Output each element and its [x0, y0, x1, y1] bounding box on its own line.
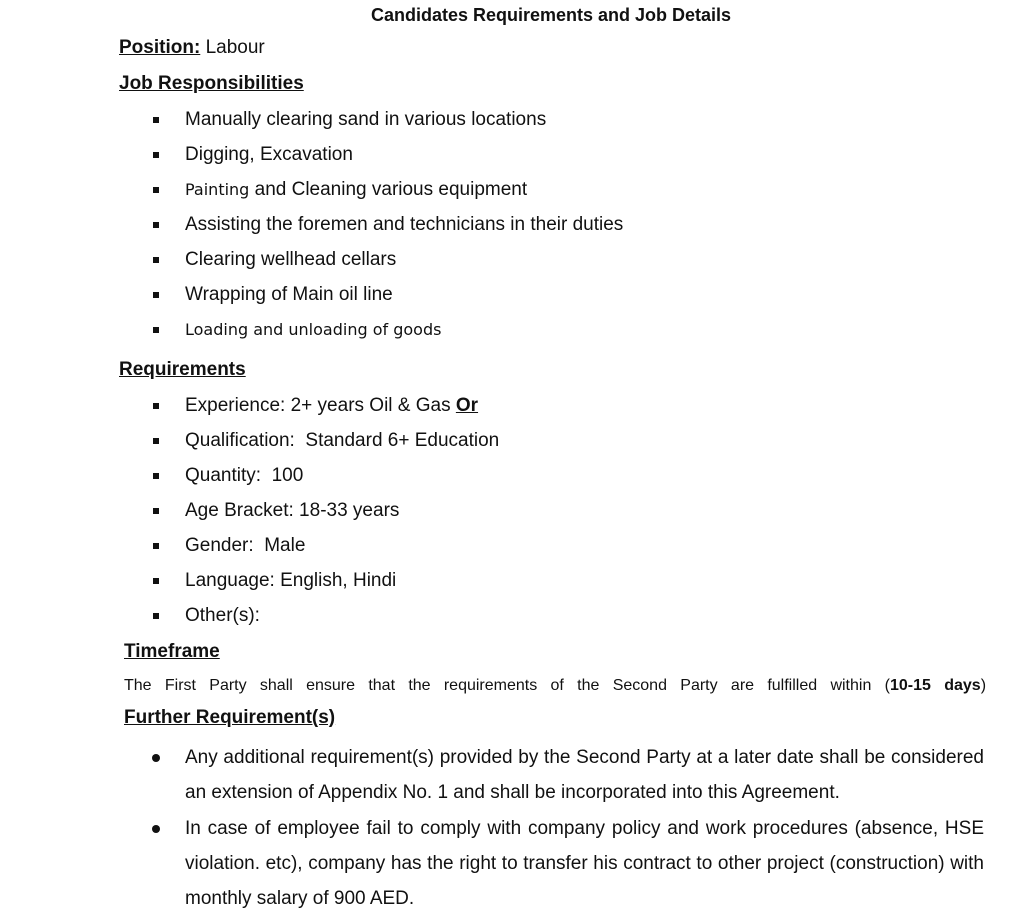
further-requirements-heading: Further Requirement(s) [124, 707, 336, 728]
timeframe-text: The First Party shall ensure that the requirements of the Second Party are fulfilled within (10-15 days) [124, 677, 987, 694]
bullet-icon [153, 292, 159, 298]
position-label: Position: [119, 37, 201, 58]
bullet-icon [152, 825, 160, 833]
bullet-icon [152, 754, 160, 762]
bullet-icon [153, 187, 159, 193]
bullet-icon [153, 222, 159, 228]
bullet-icon [153, 327, 159, 333]
position-line [119, 37, 265, 59]
bullet-icon [153, 257, 159, 263]
bullet-icon [153, 508, 159, 514]
document-title: Candidates Requirements and Job Details [370, 5, 732, 25]
job-responsibilities-heading: Job Responsibilities [119, 73, 304, 94]
position-value: Labour [205, 37, 265, 58]
timeframe-days: 10-15 days [889, 677, 981, 694]
document-page: Candidates Requirements and Job Details Position: Labour Job Responsibilities Manually clearing sand in various locations Digging, Excavation Painting and Cleaning various equipment Assisting the foremen and technicians in their duties Clearing wellhead cellars Wrapping of Main oil line Loading and unloading of goods Requirements Experience: 2+ years Oil & Gas Or Qualification: Standard 6+ Education Quantity: 100 Age Bracket: 18-33 years Gender: Male Language: English, Hindi Other(s): Timeframe The First Party shall ensure that the requirements of the Second Party are fulfilled within (10-15 days) Further Requirement(s) Any additional requirement(s) provided by the Second Party at a later date shall be considered an extension of Appendix No. 1 and shall be incorporated into this Agreement. In case of employee fail to comply with company policy and work procedures (absence, HSE violation. etc), company has the right to transfer his contract to other project (construction) with monthly salary of 900 AED. [0, 0, 1024, 911]
or-emphasis: Or [455, 395, 479, 416]
bullet-icon [153, 152, 159, 158]
bullet-icon [153, 613, 159, 619]
bullet-icon [153, 117, 159, 123]
bullet-icon [153, 543, 159, 549]
bullet-icon [153, 473, 159, 479]
timeframe-heading: Timeframe [124, 641, 220, 662]
bullet-icon [153, 403, 159, 409]
bullet-icon [153, 438, 159, 444]
requirements-heading: Requirements [119, 359, 246, 380]
bullet-icon [153, 578, 159, 584]
